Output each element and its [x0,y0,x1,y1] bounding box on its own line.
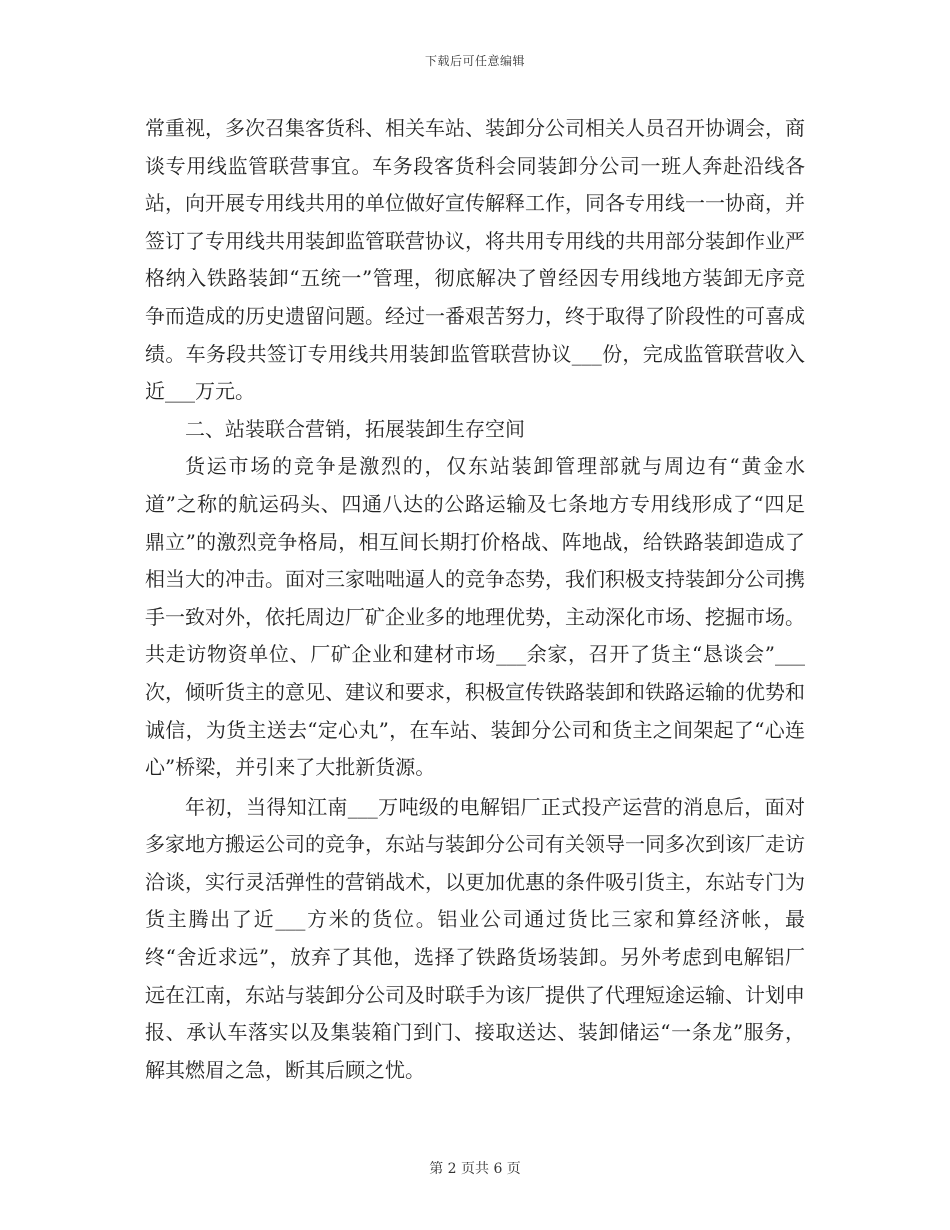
paragraph-aluminum-plant: 年初，当得知江南___万吨级的电解铝厂正式投产运营的消息后，面对多家地方搬运公司的竞争，东站与装卸分公司有关领导一同多次到该厂走访洽谈，实行灵活弹性的营销战术，以更加优惠的条件吸引货主，东站专门为货主腾出了近___方米的货位。铝业公司通过货比三家和算经济帐，最终“舍近求远”，放弃了其他，选择了铁路货场装卸。另外考虑到电解铝厂远在江南，东站与装卸分公司及时联手为该厂提供了代理短途运输、计划申报、承认车落实以及集装箱门到门、接取送达、装卸储运“一条龙”服务，解其燃眉之急，断其后顾之忧。 [145,794,805,1082]
page-header: 下载后可任意编辑 [424,54,525,68]
page-number: 第 2 页共 6 页 [429,1161,521,1177]
section-heading: 二、站装联合营销，拓展装卸生存空间 [185,416,525,441]
document-body [145,110,805,1089]
paragraph-market-competition: 货运市场的竞争是激烈的，仅东站装卸管理部就与周边有“黄金水道”之称的航运码头、四通八达的公路运输及七条地方专用线形成了“四足鼎立”的激烈竞争格局，相互间长期打价格战、阵地战，给铁路装卸造成了相当大的冲击。面对三家咄咄逼人的竞争态势，我们积极支持装卸分公司携手一致对外，依托周边厂矿企业多的地理优势，主动深化市场、挖掘市场。共走访物资单位、厂矿企业和建材市场___余家，召开了货主“恳谈会”___次，倾听货主的意见、建议和要求，积极宣传铁路装卸和铁路运输的优势和诚信，为货主送去“定心丸”，在车站、装卸分公司和货主之间架起了“心连心”桥梁，并引来了大批新货源。 [145,454,805,780]
paragraph-continuation: 常重视，多次召集客货科、相关车站、装卸分公司相关人员召开协调会，商谈专用线监管联营事宜。车务段客货科会同装卸分公司一班人奔赴沿线各站，向开展专用线共用的单位做好宣传解释工作，同各专用线一一协商，并签订了专用线共用装卸监管联营协议，将共用专用线的共用部分装卸作业严格纳入铁路装卸“五统一”管理，彻底解决了曾经因专用线地方装卸无序竞争而造成的历史遗留问题。经过一番艰苦努力，终于取得了阶段性的可喜成绩。车务段共签订专用线共用装卸监管联营协议___份，完成监管联营收入近___万元。 [145,116,805,404]
